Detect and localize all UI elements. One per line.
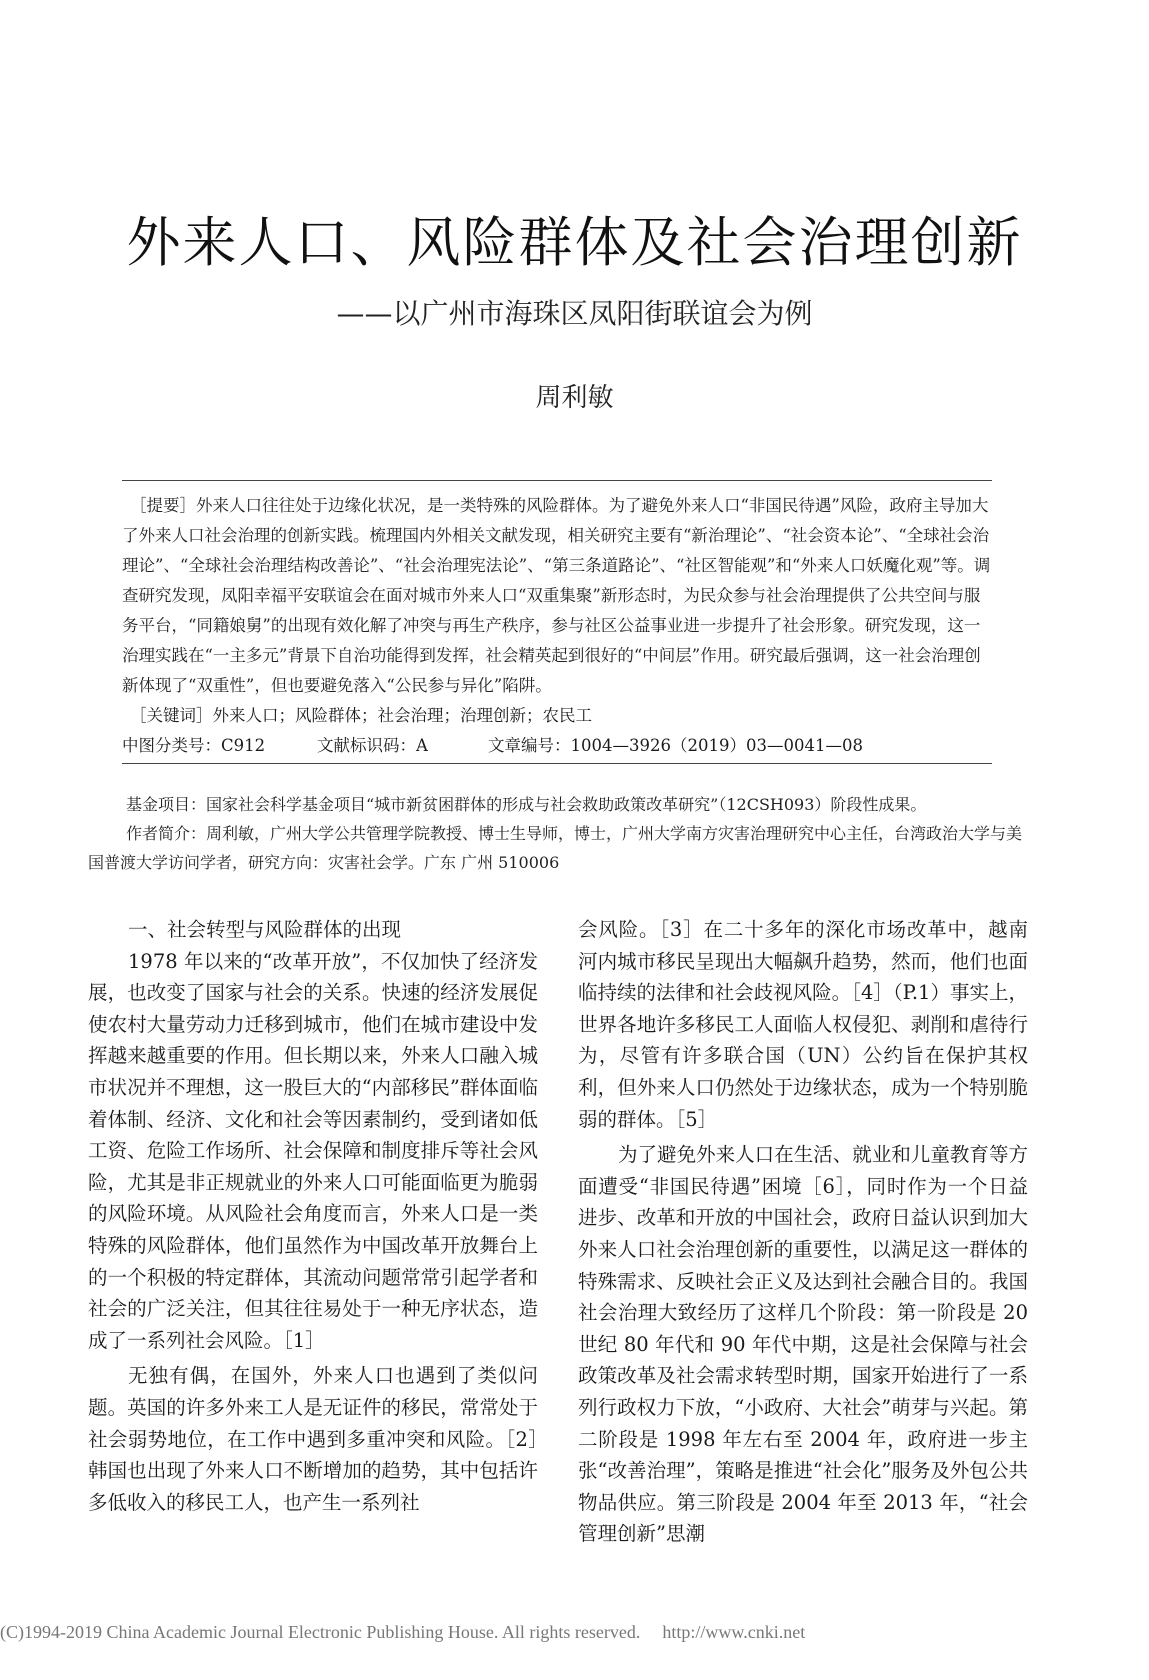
copyright-text: (C)1994-2019 China Academic Journal Electronic Publishing House. All rights reserved. (0, 1622, 641, 1642)
fund-note: 基金项目：国家社会科学基金项目“城市新贫困群体的形成与社会救助政策改革研究”（12CSH093）阶段性成果。 (126, 795, 927, 814)
paper-subtitle: ——以广州市海珠区凤阳街联谊会为例 (336, 297, 813, 330)
body-right-column (578, 914, 1028, 1550)
body-paragraph: 无独有偶，在国外，外来人口也遇到了类似问题。英国的许多外来工人是无证件的移民，常常处于社会弱势地位，在工作中遇到多重冲突和风险。［2］韩国也出现了外来人口不断增加的趋势，其中包括许多低收入的移民工人，也产生一系列社 (88, 1364, 538, 1514)
paper-title: 外来人口、风险群体及社会治理创新 (126, 211, 1023, 274)
body-paragraph: 1978 年以来的“改革开放”，不仅加快了经济发展，也改变了国家与社会的关系。快速的经济发展促使农村大量劳动力迁移到城市，他们在城市建设中发挥越来越重要的作用。但长期以来，外来人口融入城市状况并不理想，这一股巨大的“内部移民”群体面临着体制、经济、文化和社会等因素制约，受到诸如低工资、危险工作场所、社会保障和制度排斥等社会风险，尤其是非正规就业的外来人口可能面临更为脆弱的风险环境。从风险社会角度而言，外来人口是一类特殊的风险群体，他们虽然作为中国改革开放舞台上的一个积极的特定群体，其流动问题常常引起学者和社会的广泛关注，但其往往易处于一种无序状态，造成了一系列社会风险。［1］ (88, 949, 538, 1352)
body-paragraph: 为了避免外来人口在生活、就业和儿童教育等方面遭受“非国民待遇”困境［6］，同时作为一个日益进步、改革和开放的中国社会，政府日益认识到加大外来人口社会治理创新的重要性，以满足这一群体的特殊需求、反映社会正义及达到社会融合目的。我国社会治理大致经历了这样几个阶段：第一阶段是 20 世纪 80 年代和 90 年代中期，这是社会保障与社会政策改革及社会需求转型时期，国家开始进行了一系列行政权力下放，“小政府、大社会”萌芽与兴起。第二阶段是 1998 年左右至 2004 年，政府进一步主张“改善治理”，策略是推进“社会化”服务及外包公共物品供应。第三阶段是 2004 年至 2013 年，“社会管理创新”思潮 (578, 1143, 1028, 1546)
section-heading: 一、社会转型与风险群体的出现 (128, 918, 402, 941)
abstract-label: ［提要］ (130, 496, 196, 515)
article-number: 文章编号：1004—3926（2019）03—0041—08 (488, 736, 863, 755)
classification-row (122, 731, 992, 764)
copyright-footer (0, 1622, 1149, 1643)
abstract-block (122, 480, 992, 764)
body-left-column (88, 914, 538, 1518)
body-paragraph: 会风险。［3］在二十多年的深化市场改革中，越南河内城市移民呈现出大幅飙升趋势，然而，他们也面临持续的法律和社会歧视风险。［4］（P.1）事实上，世界各地许多移民工人面临人权侵犯、剥削和虐待行为，尽管有许多联合国（UN）公约旨在保护其权利，但外来人口仍然处于边缘状态，成为一个特别脆弱的群体。［5］ (578, 918, 1028, 1131)
author-bio: 作者简介：周利敏，广州大学公共管理学院教授、博士生导师，博士，广州大学南方灾害治理研究中心主任，台湾政治大学与美国普渡大学访问学者，研究方向：灾害社会学。广东 广州 510006 (88, 824, 1023, 872)
abstract-paragraph (122, 491, 992, 701)
cnki-url[interactable]: http://www.cnki.net (662, 1622, 806, 1642)
clc-number: 中图分类号：C912 (122, 736, 266, 755)
author-name: 周利敏 (535, 383, 614, 413)
keywords-label: ［关键词］ (130, 706, 213, 725)
keywords-text: 外来人口；风险群体；社会治理；治理创新；农民工 (212, 706, 592, 725)
footnotes (88, 790, 1028, 877)
document-code: 文献标识码：A (317, 736, 428, 755)
keywords-line (130, 701, 992, 731)
abstract-text: 外来人口往往处于边缘化状况，是一类特殊的风险群体。为了避免外来人口“非国民待遇”风险，政府主导加大了外来人口社会治理的创新实践。梳理国内外相关文献发现，相关研究主要有“新治理论”、“社会资本论”、“全球社会治理论”、“全球社会治理结构改善论”、“社会治理宪法论”、“第三条道路论”、“社区智能观”和“外来人口妖魔化观”等。调查研究发现，凤阳幸福平安联谊会在面对城市外来人口“双重集聚”新形态时，为民众参与社会治理提供了公共空间与服务平台，“同籍娘舅”的出现有效化解了冲突与再生产秩序，参与社区公益事业进一步提升了社会形象。研究发现，这一治理实践在“一主多元”背景下自治功能得到发挥，社会精英起到很好的“中间层”作用。研究最后强调，这一社会治理创新体现了“双重性”，但也要避免落入“公民参与异化”陷阱。 (122, 496, 991, 695)
